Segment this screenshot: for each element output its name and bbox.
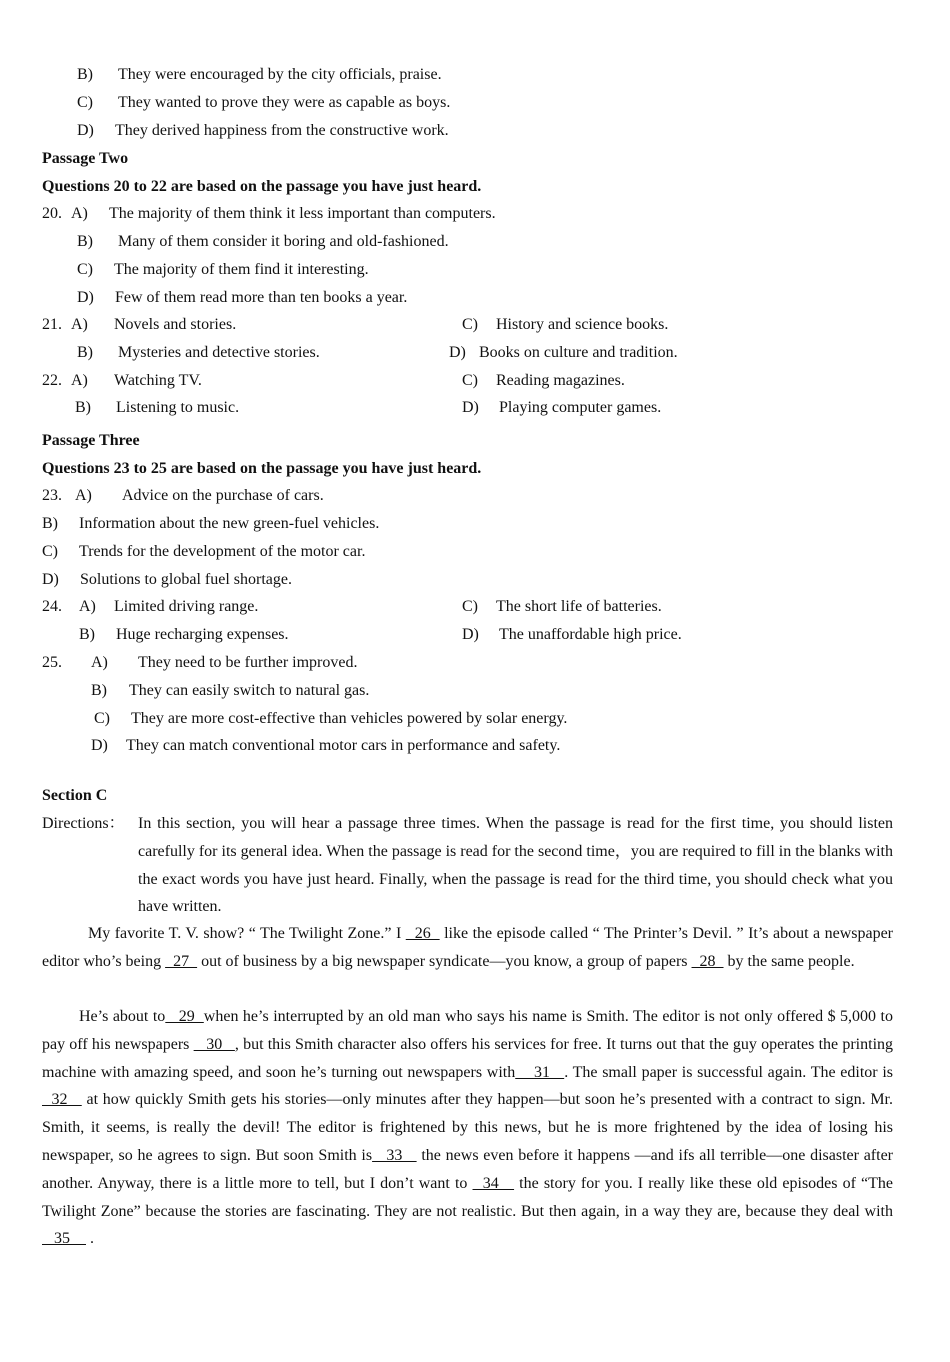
option-text: They are more cost-effective than vehicles powered by solar energy. bbox=[131, 710, 568, 727]
q25-option-d bbox=[91, 736, 560, 756]
option-text: They derived happiness from the constructive work. bbox=[115, 122, 449, 139]
option-label: A) bbox=[71, 205, 88, 222]
q23-option-a bbox=[42, 486, 324, 506]
option-label: D) bbox=[91, 737, 108, 754]
blank-29[interactable]: 29 bbox=[165, 1008, 204, 1025]
option-text: Limited driving range. bbox=[114, 598, 259, 615]
passage-text: when he’s interrupted by an old man who says his name is Smith. The editor is not only offered $ 5,000 to pay off his newspapers bbox=[42, 1008, 893, 1053]
option-label: B) bbox=[77, 344, 93, 361]
option-text: Books on culture and tradition. bbox=[479, 344, 678, 361]
option-label: B) bbox=[79, 626, 95, 643]
passage-three-title: Passage Three bbox=[42, 432, 140, 449]
q20-option-b bbox=[77, 232, 449, 252]
question-number: 20. bbox=[42, 205, 62, 222]
passage-paragraph-1 bbox=[42, 920, 893, 976]
question-number: 21. bbox=[42, 316, 62, 333]
q22-option-b bbox=[75, 398, 239, 418]
passage-text: by the same people. bbox=[723, 952, 855, 970]
blank-28[interactable]: 28 bbox=[691, 952, 724, 970]
option-label: C) bbox=[77, 261, 93, 278]
passage-two-title: Passage Two bbox=[42, 150, 129, 167]
passage-text: the story for you. I really like these old episodes of “The Twilight Zone” because the stories are fascinating. They are not realistic. But then again, in a way they are, because they deal with bbox=[42, 1174, 894, 1220]
passage-two-instruction: Questions 20 to 22 are based on the passage you have just heard. bbox=[42, 178, 482, 195]
option-label: D) bbox=[42, 571, 59, 588]
option-label: C) bbox=[77, 94, 93, 111]
option-label: A) bbox=[79, 598, 96, 615]
q24-option-c bbox=[462, 597, 662, 617]
option-text: Listening to music. bbox=[116, 399, 240, 416]
option-text: The majority of them find it interesting. bbox=[114, 261, 369, 278]
q20-option-c bbox=[77, 260, 369, 280]
q21-option-b bbox=[77, 343, 320, 363]
option-text: They were encouraged by the city officials, praise. bbox=[118, 66, 442, 83]
q22-option-d bbox=[462, 398, 661, 418]
blank-35[interactable]: 35 bbox=[42, 1230, 86, 1248]
q20-option-d bbox=[77, 288, 407, 308]
q19-option-b bbox=[77, 65, 442, 85]
passage-text: . The small paper is successful again. The editor is bbox=[564, 1063, 894, 1081]
q19-option-c bbox=[77, 93, 450, 113]
option-text: The short life of batteries. bbox=[496, 598, 662, 615]
option-label: A) bbox=[71, 372, 88, 389]
option-text: Information about the new green-fuel vehicles. bbox=[79, 515, 380, 532]
q19-option-d bbox=[77, 121, 449, 141]
option-label: D) bbox=[77, 122, 94, 139]
q23-option-b bbox=[42, 514, 379, 534]
option-label: A) bbox=[91, 654, 108, 671]
blank-34[interactable]: 34 bbox=[472, 1174, 515, 1192]
option-label: D) bbox=[462, 626, 479, 643]
passage-paragraph-2 bbox=[42, 1003, 893, 1253]
passage-text: My favorite T. V. show? “ The Twilight Zone.” I bbox=[88, 925, 406, 942]
option-label: B) bbox=[77, 233, 93, 250]
option-text: The unaffordable high price. bbox=[499, 626, 682, 643]
q23-option-d bbox=[42, 570, 292, 590]
option-text: Novels and stories. bbox=[114, 316, 237, 333]
option-label: C) bbox=[462, 372, 478, 389]
option-text: History and science books. bbox=[496, 316, 669, 333]
option-label: C) bbox=[94, 710, 110, 727]
q25-option-c bbox=[94, 709, 567, 729]
option-text: The majority of them think it less important than computers. bbox=[109, 205, 496, 222]
option-text: Playing computer games. bbox=[499, 399, 662, 416]
passage-text: out of business by a big newspaper syndicate—you know, a group of papers bbox=[197, 952, 692, 970]
q25-option-a bbox=[42, 653, 357, 673]
question-number: 22. bbox=[42, 372, 62, 389]
q22-option-a bbox=[42, 371, 202, 391]
q21-option-a bbox=[42, 315, 236, 335]
option-label: C) bbox=[462, 316, 478, 333]
passage-three-instruction: Questions 23 to 25 are based on the passage you have just heard. bbox=[42, 460, 482, 477]
passage-text: at how quickly Smith gets his stories—only minutes after they happen—but soon he’s presented with a contract to sign. Mr. Smith, it seems, is really the devil! The editor is frightened by this news, but he is more frightened by the idea of losing his newspaper, so he agrees to sign. But soon Smith is bbox=[42, 1091, 893, 1164]
passage-text: like the episode called “ The Printer’s Devil. ” It’s about a newspaper editor who’s being bbox=[42, 925, 894, 970]
q21-option-d bbox=[449, 343, 678, 363]
option-text: They can match conventional motor cars in performance and safety. bbox=[126, 737, 561, 754]
option-label: B) bbox=[91, 682, 107, 699]
q24-option-b bbox=[79, 625, 289, 645]
q24-option-d bbox=[462, 625, 682, 645]
option-text: They can easily switch to natural gas. bbox=[129, 682, 370, 699]
option-label: C) bbox=[42, 543, 58, 560]
option-label: B) bbox=[42, 515, 58, 532]
passage-text: . bbox=[86, 1230, 94, 1248]
q22-option-c bbox=[462, 371, 625, 391]
blank-30[interactable]: 30 bbox=[193, 1035, 235, 1053]
option-label: D) bbox=[449, 344, 466, 361]
blank-31[interactable]: 31 bbox=[515, 1063, 565, 1081]
section-c-title: Section C bbox=[42, 787, 108, 804]
option-text: Watching TV. bbox=[114, 372, 202, 389]
directions-text: In this section, you will hear a passage three times. When the passage is read for the first time, you should listen carefully for its general idea. When the passage is read for the second time，you are required to fill in the blanks with the exact words you have just heard. Finally, when the passage is read for the third time, you should check what you have written. bbox=[138, 815, 893, 916]
option-text: They wanted to prove they were as capable as boys. bbox=[118, 94, 451, 111]
blank-32[interactable]: 32 bbox=[42, 1091, 82, 1109]
q24-option-a bbox=[42, 597, 258, 617]
option-text: Mysteries and detective stories. bbox=[118, 344, 320, 361]
q20-option-a bbox=[42, 204, 496, 224]
q21-option-c bbox=[462, 315, 668, 335]
option-text: Trends for the development of the motor car. bbox=[79, 543, 366, 560]
blank-26[interactable]: 26 bbox=[405, 925, 440, 942]
passage-text: He’s about to bbox=[79, 1008, 166, 1025]
q25-option-b bbox=[91, 681, 369, 701]
option-label: B) bbox=[75, 399, 91, 416]
blank-33[interactable]: 33 bbox=[372, 1146, 417, 1164]
option-text: Solutions to global fuel shortage. bbox=[80, 571, 292, 588]
option-label: A) bbox=[71, 316, 88, 333]
option-text: They need to be further improved. bbox=[138, 654, 358, 671]
passage-text: , but this Smith character also offers his services for free. It turns out that the guy operates the printing machine with amazing speed, and soon he’s turning out newspapers with bbox=[42, 1035, 894, 1081]
question-number: 23. bbox=[42, 487, 62, 504]
q23-option-c bbox=[42, 542, 365, 562]
blank-27[interactable]: 27 bbox=[165, 952, 198, 970]
question-number: 25. bbox=[42, 654, 62, 671]
option-label: A) bbox=[75, 487, 92, 504]
question-number: 24. bbox=[42, 598, 62, 615]
option-text: Huge recharging expenses. bbox=[116, 626, 289, 643]
passage-text: the news even before it happens —and ifs all terrible—one disaster after another. Anyway, there is a little more to tell, but I don’t want to bbox=[42, 1146, 894, 1192]
directions-label: Directions： bbox=[42, 815, 125, 832]
option-label: D) bbox=[77, 289, 94, 306]
option-text: Few of them read more than ten books a year. bbox=[115, 289, 408, 306]
option-label: C) bbox=[462, 598, 478, 615]
option-text: Advice on the purchase of cars. bbox=[122, 487, 324, 504]
option-label: B) bbox=[77, 66, 93, 83]
option-label: D) bbox=[462, 399, 479, 416]
option-text: Many of them consider it boring and old-fashioned. bbox=[118, 233, 449, 250]
option-text: Reading magazines. bbox=[496, 372, 625, 389]
